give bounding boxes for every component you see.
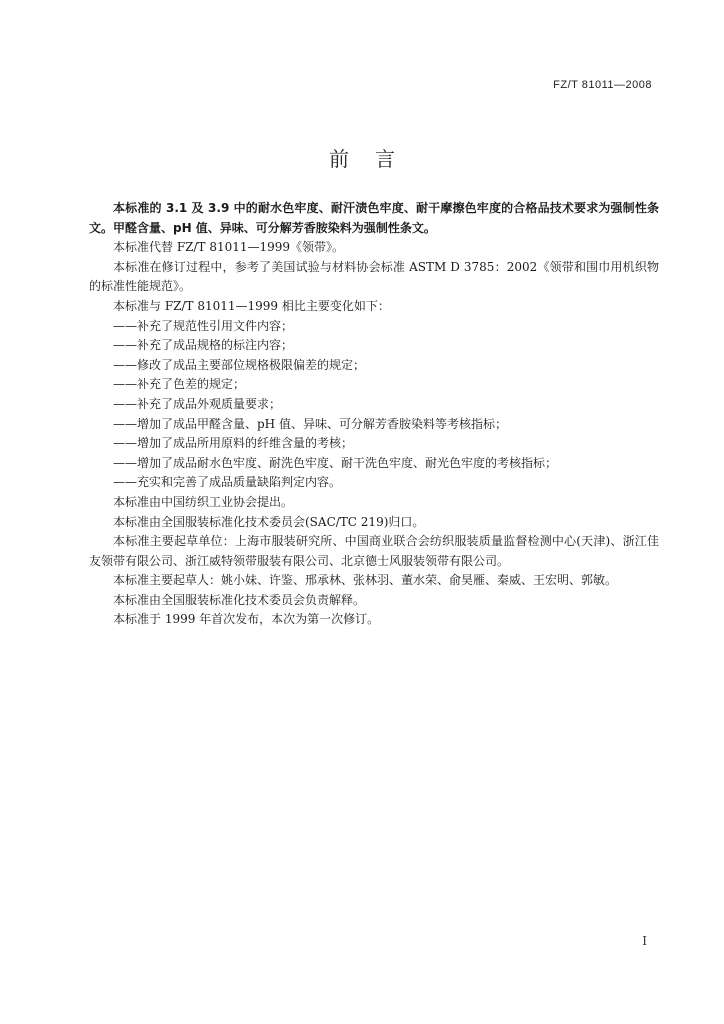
paragraph: 本标准由中国纺织工业协会提出。	[113, 494, 294, 509]
list-item: ——增加了成品所用原料的纤维含量的考核；	[113, 436, 354, 451]
paragraph: 本标准与 FZ/T 81011—1999 相比主要变化如下：	[113, 298, 390, 313]
paragraph: 本标准代替 FZ/T 81011—1999《领带》。	[113, 240, 345, 255]
list-item: ——充实和完善了成品质量缺陷判定内容。	[113, 475, 342, 490]
paragraph: 本标准在修订过程中，参考了美国试验与材料协会标准 ASTM D 3785：2002《领带和围巾用机织物的标准性能规范》。	[89, 259, 659, 294]
page-title: 前言	[329, 147, 421, 171]
list-item: ——补充了成品外观质量要求；	[113, 396, 282, 411]
list-item: ——补充了规范性引用文件内容；	[113, 318, 294, 333]
list-item: ——补充了成品规格的标注内容；	[113, 338, 294, 353]
paragraph: 本标准于 1999 年首次发布，本次为第一次修订。	[113, 612, 380, 627]
paragraph: 本标准主要起草单位：上海市服装研究所、中国商业联合会纺织服装质量监督检测中心(天津)、浙江佳友领带有限公司、浙江威特领带服装有限公司、北京德士风服装领带有限公司。	[89, 534, 659, 568]
paragraph: 本标准主要起草人：姚小妹、许鉴、邢承林、张林羽、董水荣、俞昊雁、秦威、王宏明、郭敏。	[113, 573, 618, 588]
paragraph: 本标准由全国服装标准化技术委员会负责解释。	[113, 592, 366, 607]
foreword-body	[89, 199, 659, 630]
paragraph: 本标准由全国服装标准化技术委员会(SAC/TC 219)归口。	[113, 514, 425, 529]
list-item: ——修改了成品主要部位规格极限偏差的规定；	[113, 357, 366, 372]
standard-code: FZ/T 81011—2008	[553, 79, 652, 91]
list-item: ——补充了色差的规定；	[113, 377, 246, 392]
list-item: ——增加了成品耐水色牢度、耐洗色牢度、耐干洗色牢度、耐光色牢度的考核指标；	[113, 455, 558, 470]
list-item: ——增加了成品甲醛含量、pH 值、异味、可分解芳香胺染料等考核指标；	[113, 416, 507, 431]
page-number: I	[642, 934, 647, 948]
paragraph: 本标准的 3.1 及 3.9 中的耐水色牢度、耐汗渍色牢度、耐干摩擦色牢度的合格品技术要求为强制性条文。甲醛含量、pH 值、异味、可分解芳香胺染料为强制性条文。	[89, 201, 659, 235]
